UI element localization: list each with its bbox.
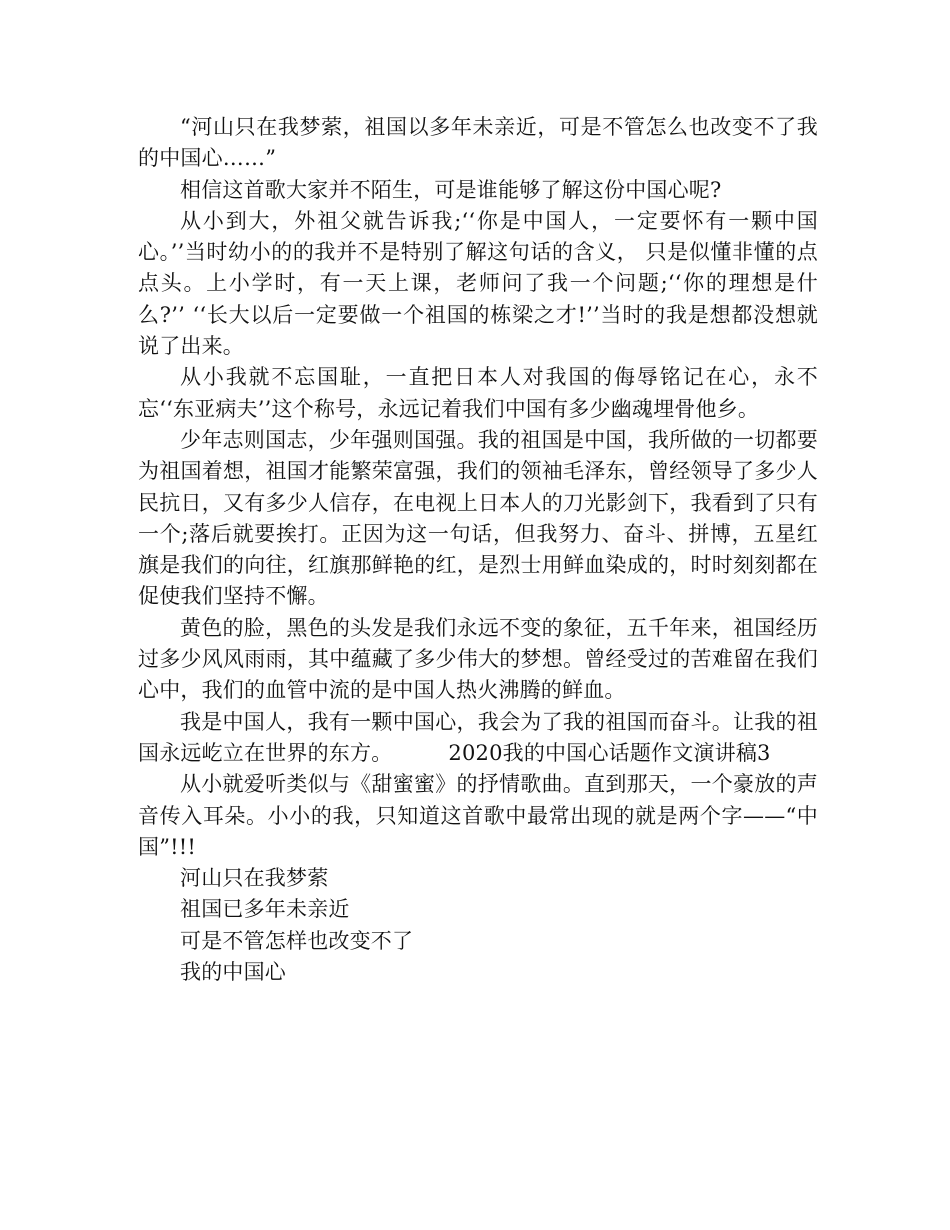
closing-text: 我是中国人，我有一颗中国心，我会为了我的祖国而奋斗。让我的祖国永远屹立在世界的东方。 xyxy=(138,709,818,765)
paragraph-grandfather: 从小到大，外祖父就告诉我;‘‘你是中国人，一定要怀有一颗中国心。’’当时幼小的的我并不是特别了解这句话的含义， 只是似懂非懂的点点头。上小学时，有一天上课，老师问了我一个问题;‘‘你的理想是什么?’’ ‘‘长大以后一定要做一个祖国的栋梁之才!’’当时的我是想都没想就说了出来。 xyxy=(138,208,818,359)
paragraph-intro: 相信这首歌大家并不陌生，可是谁能够了解这份中国心呢? xyxy=(180,177,722,202)
paragraph-closing xyxy=(138,707,818,770)
paragraph-youth-strength: 少年志则国志，少年强则国强。我的祖国是中国，我所做的一切都要为祖国着想，祖国才能繁荣富强，我们的领袖毛泽东，曾经领导了多少人民抗日，又有多少人信存，在电视上日本人的刀光影剑下，我看到了只有一个;落后就要挨打。正因为这一句话，但我努力、奋斗、拼博，五星红旗是我们的向往，红旗那鲜艳的红，是烈士用鲜血染成的，时时刻刻都在促使我们坚持不懈。 xyxy=(138,427,818,609)
lyric-line: 我的中国心 xyxy=(180,960,286,985)
paragraph-national-humiliation: 从小我就不忘国耻，一直把日本人对我国的侮辱铭记在心，永不忘‘‘东亚病夫’’这个称号，永远记着我们中国有多少幽魂埋骨他乡。 xyxy=(138,365,818,421)
paragraph-yellow-face: 黄色的脸，黑色的头发是我们永远不变的象征，五千年来，祖国经历过多少风风雨雨，其中蕴藏了多少伟大的梦想。曾经受过的苦难留在我们心中，我们的血管中流的是中国人热火沸腾的鲜血。 xyxy=(138,615,818,703)
paragraph-love-songs: 从小就爱听类似与《甜蜜蜜》的抒情歌曲。直到那天，一个豪放的声音传入耳朵。小小的我，只知道这首歌中最常出现的就是两个字——“中国”!!! xyxy=(138,772,818,859)
paragraph-lyrics-quote: “河山只在我梦萦，祖国以多年未亲近，可是不管怎么也改变不了我的中国心……” xyxy=(138,115,818,171)
lyric-line: 可是不管怎样也改变不了 xyxy=(180,928,414,953)
section-title: 2020我的中国心话题作文演讲稿3 xyxy=(448,740,771,765)
lyric-line: 祖国已多年未亲近 xyxy=(180,897,350,922)
lyric-line: 河山只在我梦萦 xyxy=(180,866,329,891)
document-body xyxy=(138,112,818,988)
